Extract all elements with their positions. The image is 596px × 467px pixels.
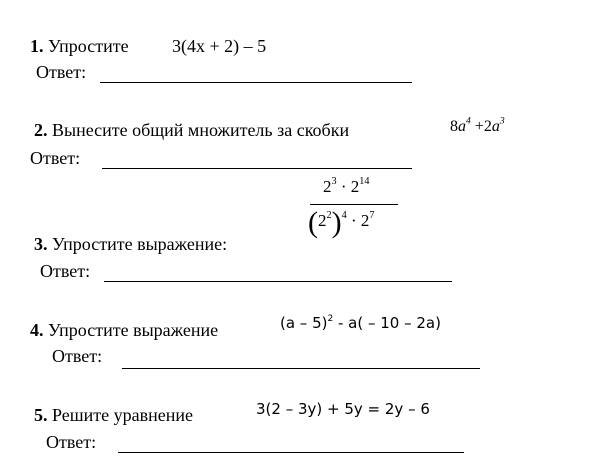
task-4-number: 4. bbox=[30, 320, 44, 340]
task-4-answer-label: Ответ: bbox=[52, 346, 103, 366]
task-5-answer-label: Ответ: bbox=[46, 432, 97, 452]
task-2-text: Вынесите общий множитель за скобки bbox=[52, 120, 350, 140]
task-3-number: 3. bbox=[34, 234, 48, 254]
task-2-expression: $8a^4 +2a^3$ bbox=[450, 115, 505, 135]
task-5-expression: 3(2 – 3y) + 5y = 2y – 6 bbox=[256, 400, 430, 418]
task-2-answer-label: Ответ: bbox=[30, 148, 81, 168]
task-4-prompt bbox=[30, 320, 218, 341]
task-1-prompt bbox=[30, 36, 129, 57]
task-2-answer-line[interactable] bbox=[102, 168, 412, 169]
task-2-prompt bbox=[34, 120, 349, 141]
task-1-number: 1. bbox=[30, 36, 44, 56]
task-3-answer-line[interactable] bbox=[104, 281, 452, 282]
task-1-answer-line[interactable] bbox=[100, 82, 412, 83]
task-3-answer-label: Ответ: bbox=[40, 261, 91, 281]
task-3-prompt bbox=[34, 234, 227, 255]
task-4-expression: (a – 5)$^2$ - a( – 10 – 2a) bbox=[280, 313, 441, 332]
task-1-text: Упростите bbox=[48, 36, 129, 56]
fraction-denominator: $(2^2)^4 \cdot 2^7$ bbox=[308, 206, 375, 239]
task-5-number: 5. bbox=[34, 405, 48, 425]
task-5-answer-line[interactable] bbox=[118, 452, 464, 453]
fraction-bar bbox=[310, 204, 398, 205]
task-2-number: 2. bbox=[34, 120, 48, 140]
task-4-answer-line[interactable] bbox=[122, 368, 480, 369]
task-3-text: Упростите выражение: bbox=[52, 234, 228, 254]
task-5-prompt bbox=[34, 405, 193, 426]
task-4-text: Упростите выражение bbox=[48, 320, 219, 340]
task-5-text: Решите уравнение bbox=[52, 405, 193, 425]
task-1-answer-label: Ответ: bbox=[36, 62, 87, 82]
task-1-expression: 3(4x + 2) – 5 bbox=[172, 36, 267, 56]
fraction-numerator: $2^3 \cdot 2^{14}$ bbox=[323, 175, 370, 196]
